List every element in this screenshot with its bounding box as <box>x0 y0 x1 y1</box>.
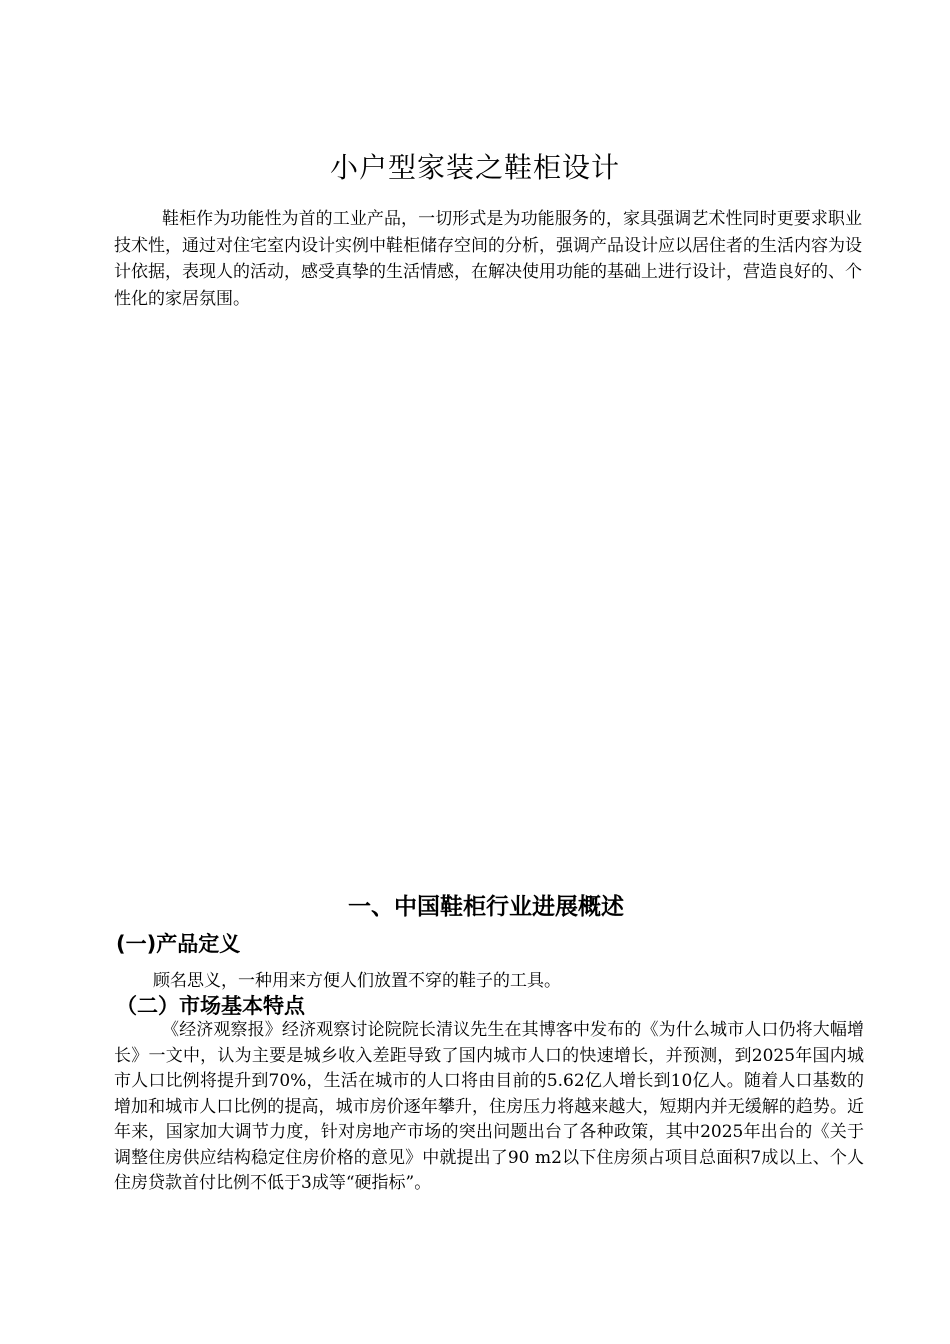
abstract-paragraph: 鞋柜作为功能性为首的工业产品，一切形式是为功能服务的，家具强调艺术性同时更要求职业技术性，通过对住宅室内设计实例中鞋柜储存空间的分析，强调产品设计应以居住者的生活内容为设计依据，表现人的活动，感受真挚的生活情感，在解决使用功能的基础上进行设计，营造良好的、个性化的家居氛围。 <box>114 209 862 309</box>
subsection-heading-product-definition: (一)产品定义 <box>116 932 241 956</box>
product-definition-paragraph: 顾名思义，一种用来方便人们放置不穿的鞋子的工具。 <box>153 971 561 991</box>
subsection-heading-market-features: （二）市场基本特点 <box>116 994 305 1018</box>
page-title: 小户型家装之鞋柜设计 <box>329 151 620 184</box>
market-features-paragraph: 《经济观察报》经济观察讨论院院长清议先生在其博客中发布的《为什么城市人口仍将大幅增长》一文中，认为主要是城乡收入差距导致了国内城市人口的快速增长，并预测，到2025年国内城市人口比例将提升到70%，生活在城市的人口将由目前的5.62亿人增长到10亿人。随着人口基数的增加和城市人口比例的提高，城市房价逐年攀升，住房压力将越来越大，短期内并无缓解的趋势。近年来，国家加大调节力度，针对房地产市场的突出问题出台了各种政策，其中2025年出台的《关于调整住房供应结构稳定住房价格的意见》中就提出了90 m2以下住房须占项目总面积7成以上、个人住房贷款首付比例不低于3成等“硬指标”。 <box>114 1020 864 1193</box>
section-heading: 一、中国鞋柜行业进展概述 <box>348 894 624 920</box>
